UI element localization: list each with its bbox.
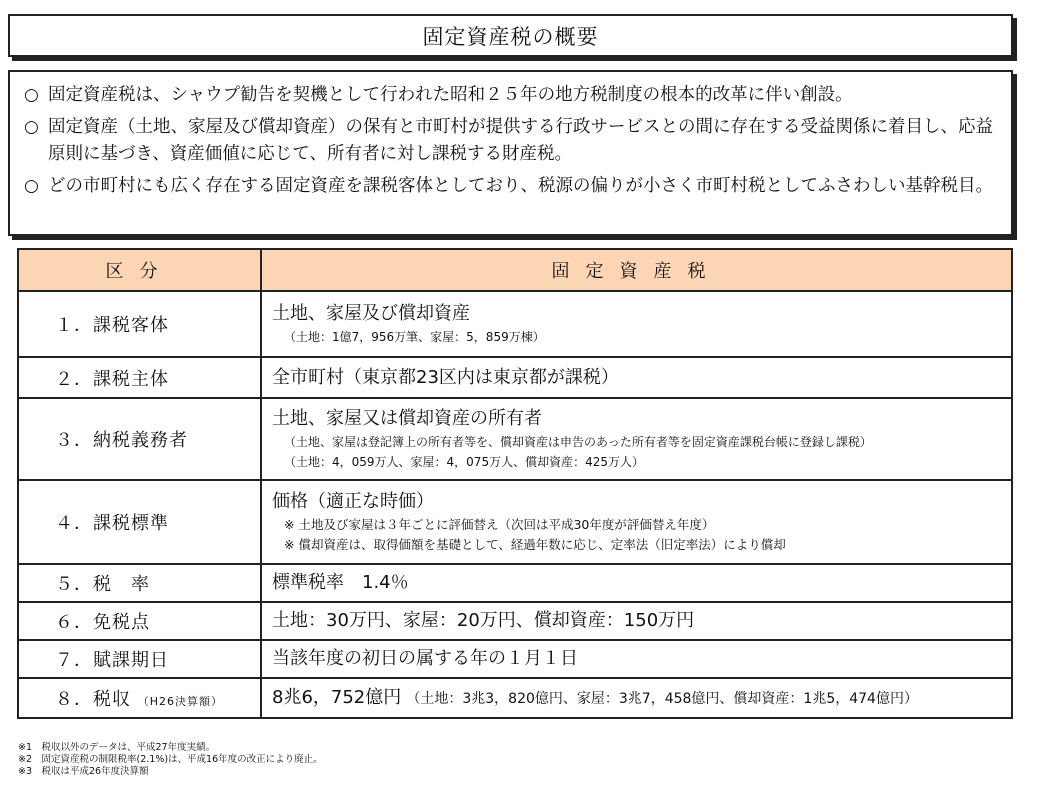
- bullet-circle-icon: ○: [24, 117, 39, 137]
- bullet-circle-icon: ○: [24, 85, 39, 105]
- row-main-text: 土地、家屋及び償却資産: [272, 303, 470, 324]
- bullet-circle-icon: ○: [24, 176, 39, 196]
- row-value: [261, 678, 1012, 718]
- header-category: 区分: [18, 249, 261, 291]
- footnote: ※1 税収以外のデータは、平成27年度実績。: [18, 742, 216, 753]
- table-row: [18, 398, 1012, 480]
- summary-item: [24, 114, 999, 168]
- table-row: [18, 357, 1012, 398]
- row-sub-text: （土地：4，059万人、家屋：4，075万人、償却資産：425万人）: [284, 455, 644, 469]
- tax-overview-table: [17, 248, 1013, 719]
- row-main-text: 土地、家屋又は償却資産の所有者: [272, 408, 542, 429]
- row-label: ３．納税義務者: [18, 398, 261, 480]
- table-row: [18, 678, 1012, 718]
- row-label: １．課税客体: [18, 291, 261, 357]
- row-note-text: ※ 土地及び家屋は３年ごとに評価替え（次回は平成30年度が評価替え年度）: [284, 517, 715, 532]
- summary-text: 固定資産（土地、家屋及び償却資産）の保有と市町村が提供する行政サービスとの間に存在する受益関係に着目し、応益原則に基づき、資産価値に応じて、所有者に対し課税する財産税。: [48, 117, 993, 164]
- row-main-text: 当該年度の初日の属する年の１月１日: [272, 648, 578, 669]
- row-label: ４．課税標準: [18, 480, 261, 564]
- table-row: [18, 480, 1012, 564]
- summary-item: [24, 82, 999, 109]
- table-row: [18, 640, 1012, 678]
- row-label: ７．賦課期日: [18, 640, 261, 678]
- page-title: [8, 14, 1013, 57]
- row-value: [261, 357, 1012, 398]
- row-value: [261, 480, 1012, 564]
- row-value: [261, 602, 1012, 640]
- row-value: [261, 640, 1012, 678]
- summary-item: [24, 173, 999, 200]
- page-title-text: 固定資産税の概要: [422, 24, 599, 49]
- row-value: [261, 398, 1012, 480]
- row-main-text: 標準税率 1.4％: [272, 572, 409, 593]
- footnotes: [18, 742, 323, 778]
- table-row: [18, 564, 1012, 602]
- row-label-note: （H26決算額）: [137, 695, 224, 708]
- row-sub-text: （土地、家屋は登記簿上の所有者等を、償却資産は申告のあった所有者等を固定資産課税台帳に登録し課税）: [284, 435, 872, 449]
- summary-box: [8, 70, 1013, 236]
- summary-text: 固定資産税は、シャウプ勧告を契機として行われた昭和２５年の地方税制度の根本的改革に伴い創設。: [48, 85, 853, 105]
- row-main-text: 価格（適正な時価）: [272, 491, 434, 512]
- row-label: ２．課税主体: [18, 357, 261, 398]
- row-note-text: ※ 償却資産は、取得価額を基礎として、経過年数に応じ、定率法（旧定率法）により償却: [284, 537, 786, 552]
- row-detail-text: （土地：3兆3，820億円、家屋：3兆7，458億円、償却資産：1兆5，474億円）: [406, 691, 918, 707]
- table-row: [18, 602, 1012, 640]
- footnote: ※2 固定資産税の制限税率(2.1%)は、平成16年度の改正により廃止。: [18, 754, 323, 765]
- row-main-text: 8兆6，752億円: [272, 687, 402, 708]
- row-sub-text: （土地：1億7，956万筆、家屋：5，859万棟）: [284, 330, 545, 344]
- footnote: ※3 税収は平成26年度決算額: [18, 766, 149, 777]
- table-row: [18, 291, 1012, 357]
- summary-text: どの市町村にも広く存在する固定資産を課税客体としており、税源の偏りが小さく市町村税としてふさわしい基幹税目。: [48, 176, 993, 196]
- row-value: [261, 564, 1012, 602]
- header-fixed-asset-tax: 固定資産税: [261, 249, 1012, 291]
- table-header-row: [18, 249, 1012, 291]
- row-label-main: ８．税収: [55, 689, 131, 710]
- row-main-text: 土地：30万円、家屋：20万円、償却資産：150万円: [272, 610, 695, 631]
- row-label: ５．税 率: [18, 564, 261, 602]
- row-label: ６．免税点: [18, 602, 261, 640]
- row-main-text: 全市町村（東京都23区内は東京都が課税）: [272, 366, 619, 388]
- row-label: [18, 678, 261, 718]
- row-value: [261, 291, 1012, 357]
